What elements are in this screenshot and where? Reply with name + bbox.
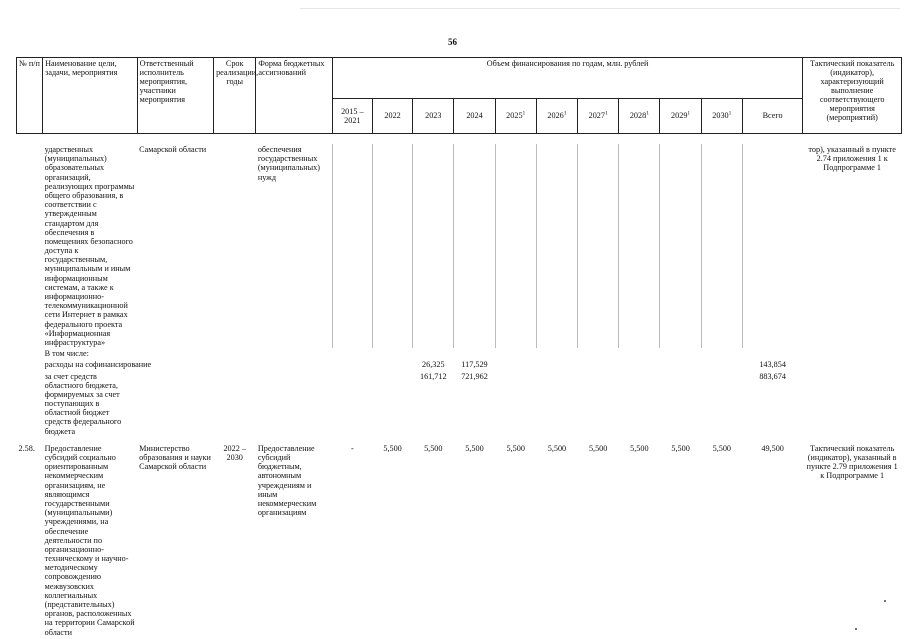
value-cell: 5,500 — [424, 443, 443, 453]
row-indicator: Тактический показатель (индикатор), указанный в пункте 2.79 приложения 1 к Подпрограмме 1 — [806, 443, 898, 481]
year-header: 2029$^1$ — [660, 99, 701, 134]
value-cell: - — [350, 443, 354, 453]
header-form: Форма бюджетных ассигнований — [256, 58, 332, 134]
cofinancing-row — [17, 359, 902, 370]
header-funding: Объем финансирования по годам, млн. рублей — [332, 58, 803, 99]
row-number: 2.58. — [18, 443, 35, 453]
value-cell: 26,325 — [422, 360, 445, 370]
value-cell — [578, 371, 619, 437]
value-cell: 5,500 — [712, 443, 732, 453]
header-period: Срок реализации, годы — [214, 58, 256, 134]
value-cell: 5,500 — [383, 443, 402, 453]
row-period: 2022 – 2030 — [223, 443, 246, 462]
value-cell: 161,712 — [419, 371, 447, 381]
in-that-row — [17, 348, 902, 359]
year-header: 2028$^1$ — [619, 99, 660, 134]
year-header: 2026$^1$ — [536, 99, 577, 134]
scan-top-rule — [300, 8, 900, 9]
scan-speck — [855, 628, 857, 630]
value-cell: 5,500 — [671, 443, 690, 453]
value-cell — [701, 359, 742, 370]
total-header: Всего — [742, 99, 802, 134]
value-cell — [578, 359, 619, 370]
header-indicator: Тактический показатель (индикатор), характеризующий выполнение соответствующего мероприятия (мероприятий) — [803, 58, 902, 134]
year-header: 2024 — [454, 99, 495, 134]
value-cell — [701, 371, 742, 437]
value-cell: 5,500 — [465, 443, 484, 453]
row-name: Предоставление субсидий социально ориентированным некоммерческим организациям, не являющимся государственными (муниципальными) учреждениями, на обеспечение деятельности по организационно-техническому и научно-методическому сопровождению межвузовских коллегиальных (представительных) органов, расположенных на территории Самарской области — [44, 443, 135, 637]
value-cell: 5,500 — [630, 443, 649, 453]
cont-executor-cell: Самарской области — [139, 145, 207, 154]
year-header: 2022 — [372, 99, 412, 134]
row-form: Предоставление субсидий бюджетным, автономным учреждениям и иным некоммерческим организациям — [257, 443, 317, 518]
continued-row — [17, 144, 902, 348]
total-cell: 143,854 — [759, 360, 786, 370]
year-header: 2027$^1$ — [578, 99, 619, 134]
funding-table — [16, 57, 902, 638]
value-cell: 5,500 — [588, 443, 608, 453]
header-num: № п/п — [17, 58, 43, 134]
value-cell: 117,529 — [461, 360, 488, 370]
federal-funds-label: за счет средств областного бюджета, формируемых за счет поступающих в областной бюджет средств федерального бюджета — [44, 371, 122, 436]
cont-form-cell: обеспечения государственных (муниципальных) нужд — [257, 145, 320, 182]
header-name: Наименование цели, задачи, мероприятия — [43, 58, 138, 134]
value-cell — [660, 359, 701, 370]
value-cell — [536, 359, 577, 370]
total-cell: 49,500 — [761, 443, 784, 453]
cont-indicator-cell: тор), указанный в пункте 2.74 приложения 1 к Подпрограмме 1 — [808, 145, 896, 173]
value-cell — [495, 371, 536, 437]
cont-period-cell — [214, 144, 256, 348]
value-cell — [619, 359, 660, 370]
funding-table-container — [16, 57, 902, 639]
in-that-label: В том числе: — [44, 349, 89, 359]
header-executor: Ответственный исполнитель мероприятия, участники мероприятия — [137, 58, 213, 134]
header-row-1 — [17, 58, 902, 99]
row-executor: Министерство образования и науки Самарской области — [139, 443, 211, 472]
cofinancing-label: расходы на софинансирование — [44, 360, 152, 370]
value-cell — [372, 371, 412, 437]
cont-num-cell — [17, 144, 43, 348]
value-cell — [619, 371, 660, 437]
scan-speck — [884, 600, 886, 602]
value-cell — [332, 359, 372, 370]
value-cell — [372, 359, 412, 370]
value-cell: 5,500 — [547, 443, 567, 453]
year-header: 2015 – 2021 — [332, 99, 372, 134]
federal-funds-row — [17, 371, 902, 437]
value-cell — [495, 359, 536, 370]
value-cell — [332, 371, 372, 437]
row-2-58 — [17, 443, 902, 638]
total-cell: 883,674 — [759, 371, 786, 381]
value-cell — [660, 371, 701, 437]
spacer-row — [17, 134, 902, 145]
cont-name-cell: ударственных (муниципальных) образовательных организаций, реализующих программы общего образования, в соответствии с утвержденным стандартом для обеспечения в помещениях безопасного доступа к государственным, муниципальным и иным информационным системам, а также к информационно-телекоммуникационной сети Интернет в рамках федерального проекта «Информационная инфраструктура» — [44, 145, 135, 347]
value-cell — [536, 371, 577, 437]
value-cell: 721,962 — [461, 371, 488, 381]
year-header: 2023 — [413, 99, 454, 134]
year-header: 2030$^1$ — [701, 99, 742, 134]
year-header: 2025$^1$ — [495, 99, 536, 134]
page-number: 56 — [448, 37, 457, 47]
value-cell: 5,500 — [506, 443, 525, 453]
